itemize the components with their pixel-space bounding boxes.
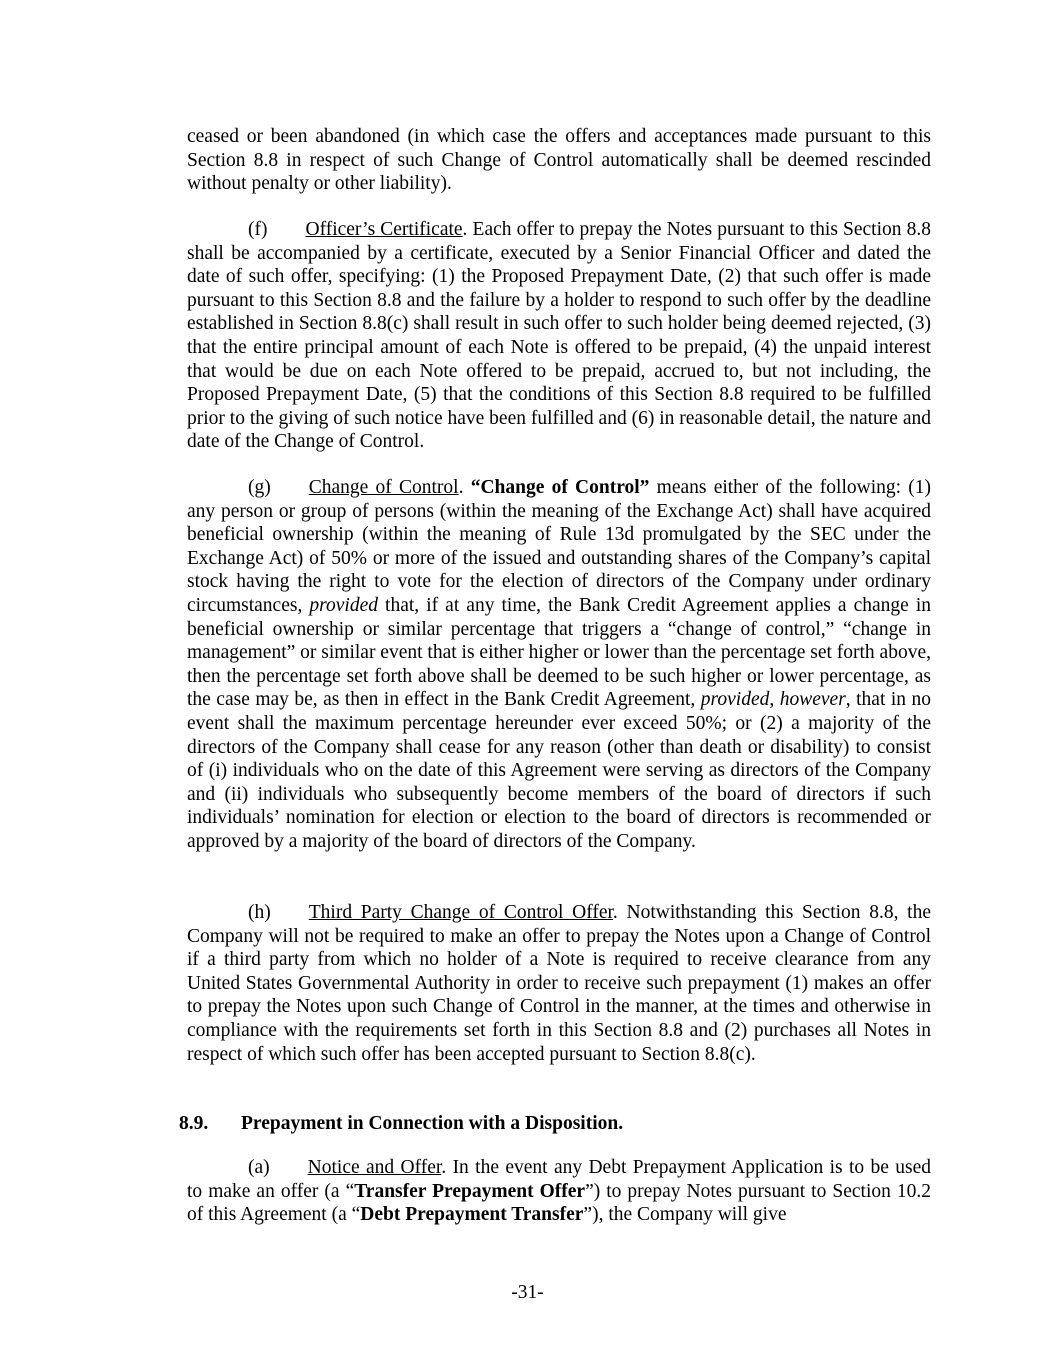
paragraph-g-text-3: , that in no event shall the maximum percentage hereunder ever exceed 50%; or (2) a majority of the directors of the Company shall cease for any reason (other than death or disability) to consist of (i) individuals who on the date of this Agreement were serving as directors of the Company and (ii) individuals who subsequently become members of the board of directors if such individuals’ nomination for election or election to the board of directors is recommended or approved by a majority of the board of directors of the Company. <box>187 689 931 852</box>
paragraph-g-sep: , <box>769 689 775 711</box>
paragraph-g-defined-term: “Change of Control” <box>470 477 650 498</box>
paragraph-f-text: Each offer to prepay the Notes pursuant to this Section 8.8 shall be accompanied by a certificate, executed by a Senior Financial Officer and dated the date of such offer, specifying: (1) the Proposed Prepayment Date, (2) that such offer is made pursuant to this Section 8.8 and the failure by a holder to respond to such offer by the deadline established in Section 8.8(c) shall result in such offer to such holder being deemed rejected, (3) that the entire principal amount of each Note is offered to be prepaid, (4) the unpaid interest that would be due on each Note offered to be prepaid, accrued to, but not including, the Proposed Prepayment Date, (5) that the conditions of this Section 8.8 required to be fulfilled prior to the giving of such notice have been fulfilled and (6) in reasonable detail, the nature and date of the Change of Control. <box>187 219 931 453</box>
intro-text: ceased or been abandoned (in which case the offers and acceptances made pursuant to this Section 8.8 in respect of such Change of Control automatically shall be deemed rescinded without penalty or other liability). <box>187 126 931 195</box>
paragraph-g-text-1: means either of the following: (1) any person or group of persons (within the meaning of the Exchange Act) shall have acquired beneficial ownership (within the meaning of Rule 13d promulgated by the SEC under the Exchange Act) of 50% or more of the issued and outstanding shares of the Company’s capital stock having the right to vote for the election of directors of the Company under ordinary circumstances, <box>187 477 931 616</box>
paragraph-h-label: (h) <box>248 902 271 923</box>
paragraph-a-label: (a) <box>248 1157 270 1178</box>
section-heading <box>179 1112 623 1136</box>
paragraph-h: (h) Third Party Change of Control Offer. Notwithstanding this Section 8.8, the Company will not be required to make an offer to prepay the Notes upon a Change of Control if a third party from which no holder of a Note is required to receive clearance from any United States Governmental Authority in order to receive such prepayment (1) makes an offer to prepay the Notes upon such Change of Control in the manner, at the times and otherwise in compliance with the requirements set forth in this Section 8.8 and (2) purchases all Notes in respect of which such offer has been accepted pursuant to Section 8.8(c). <box>187 902 932 1065</box>
paragraph-g-italic-1: provided <box>309 594 378 616</box>
section-number: 8.9. <box>179 1113 209 1134</box>
paragraph-a-text-2: ”) to prepay Notes pursuant to Section 10.2 of this Agreement (a “ <box>187 1180 932 1226</box>
paragraph-a-bold-1: Transfer Prepayment Offer <box>354 1180 586 1202</box>
paragraph-g: (g) Change of Control. “Change of Control” means either of the following: (1) any person or group of persons (within the meaning of the Exchange Act) shall have acquired beneficial ownership (within the meaning of Rule 13d promulgated by the SEC under the Exchange Act) of 50% or more of the issued and outstanding shares of the Company’s capital stock having the right to vote for the election of directors of the Company under ordinary circumstances, provided that, if at any time, the Bank Credit Agreement applies a change in beneficial ownership or similar percentage that triggers a “change of control,” “change in management” or similar event that is either higher or lower than the percentage set forth above, then the percentage set forth above shall be deemed to be such higher or lower percentage, as the case may be, as then in effect in the Bank Credit Agreement, provided, however, that in no event shall the maximum percentage hereunder ever exceed 50%; or (2) a majority of the directors of the Company shall cease for any reason (other than death or disability) to consist of (i) individuals who on the date of this Agreement were serving as directors of the Company and (ii) individuals who subsequently become members of the board of directors if such individuals’ nomination for election or election to the board of directors is recommended or approved by a majority of the board of directors of the Company. <box>187 477 932 852</box>
paragraph-h-text: Notwithstanding this Section 8.8, the Company will not be required to make an offer to prepay the Notes upon a Change of Control if a third party from which no holder of a Note is required to receive clearance from any United States Governmental Authority in order to receive such prepayment (1) makes an offer to prepay the Notes upon such Change of Control in the manner, at the times and otherwise in compliance with the requirements set forth in this Section 8.8 and (2) purchases all Notes in respect of which such offer has been accepted pursuant to Section 8.8(c). <box>187 902 932 1065</box>
paragraph-a-text-1: In the event any Debt Prepayment Application is to be used to make an offer (a “ <box>187 1157 931 1202</box>
paragraph-g-italic-2: provided <box>700 689 770 711</box>
page-number: -31- <box>511 1282 544 1303</box>
paragraph-g-text-2: that, if at any time, the Bank Credit Agreement applies a change in beneficial ownership or similar percentage that triggers a “change of control,” “change in management” or similar event that is either higher or lower than the percentage set forth above, then the percentage set forth above shall be deemed to be such higher or lower percentage, as the case may be, as then in effect in the Bank Credit Agreement, <box>187 594 932 711</box>
paragraph-g-caption: Change of Control <box>308 477 459 498</box>
paragraph-a: (a) Notice and Offer. In the event any Debt Prepayment Application is to be used to make an offer (a “Transfer Prepayment Offer”) to prepay Notes pursuant to Section 10.2 of this Agreement (a “Debt Prepayment Transfer”), the Company will give <box>187 1157 932 1226</box>
paragraph-f-caption: Officer’s Certificate <box>305 219 463 240</box>
intro-paragraph <box>187 125 931 196</box>
paragraph-f-label: (f) <box>248 219 268 240</box>
paragraph-f: (f) Officer’s Certificate. Each offer to prepay the Notes pursuant to this Section 8.8 shall be accompanied by a certificate, executed by a Senior Financial Officer and dated the date of such offer, specifying: (1) the Proposed Prepayment Date, (2) that such offer is made pursuant to this Section 8.8 and the failure by a holder to respond to such offer by the deadline established in Section 8.8(c) shall result in such offer to such holder being deemed rejected, (3) that the entire principal amount of each Note is offered to be prepaid, (4) the unpaid interest that would be due on each Note offered to be prepaid, accrued to, but not including, the Proposed Prepayment Date, (5) that the conditions of this Section 8.8 required to be fulfilled prior to the giving of such notice have been fulfilled and (6) in reasonable detail, the nature and date of the Change of Control. <box>187 219 931 453</box>
paragraph-a-bold-2: Debt Prepayment Transfer <box>360 1204 584 1226</box>
section-title: Prepayment in Connection with a Disposition. <box>241 1113 624 1134</box>
paragraph-a-caption: Notice and Offer <box>307 1157 442 1178</box>
paragraph-g-italic-3: however <box>779 689 846 711</box>
paragraph-h-caption: Third Party Change of Control Offer <box>308 902 613 923</box>
paragraph-g-label: (g) <box>248 477 271 498</box>
paragraph-a-text-3: ”), the Company will give <box>583 1204 787 1226</box>
